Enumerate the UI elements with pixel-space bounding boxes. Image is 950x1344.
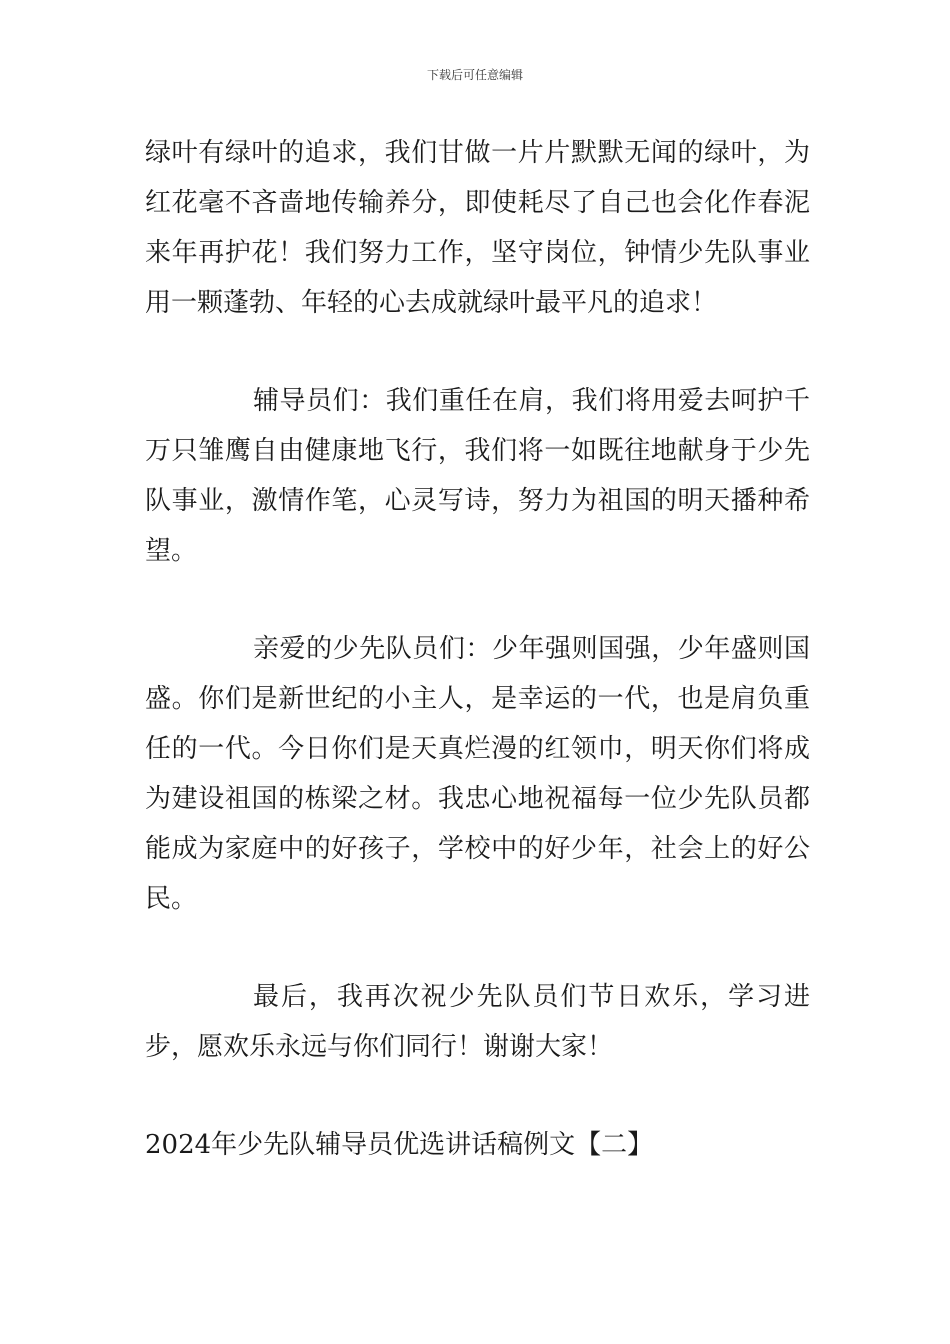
page-header: 下载后可任意编辑 (426, 68, 523, 82)
section-heading: 2024年少先队辅导员优选讲话稿例文【二】 (145, 1130, 654, 1160)
paragraph-2: 辅导员们：我们重任在肩，我们将用爱去呵护千万只雏鹰自由健康地飞行，我们将一如既往地献身于少先队事业，激情作笔，心灵写诗，努力为祖国的明天播种希望。 (145, 386, 810, 566)
paragraph-1: 绿叶有绿叶的追求，我们甘做一片片默默无闻的绿叶，为红花毫不吝啬地传输养分，即使耗尽了自己也会化作春泥来年再护花！我们努力工作，坚守岗位，钟情少先队事业用一颗蓬勃、年轻的心去成就绿叶最平凡的追求！ (145, 138, 810, 318)
paragraph-3: 亲爱的少先队员们：少年强则国强，少年盛则国盛。你们是新世纪的小主人，是幸运的一代，也是肩负重任的一代。今日你们是天真烂漫的红领巾，明天你们将成为建设祖国的栋梁之材。我忠心地祝福每一位少先队员都能成为家庭中的好孩子，学校中的好少年，社会上的好公民。 (145, 634, 810, 914)
document-body (145, 128, 810, 1170)
paragraph-4: 最后，我再次祝少先队员们节日欢乐，学习进步，愿欢乐永远与你们同行！谢谢大家！ (145, 982, 810, 1062)
